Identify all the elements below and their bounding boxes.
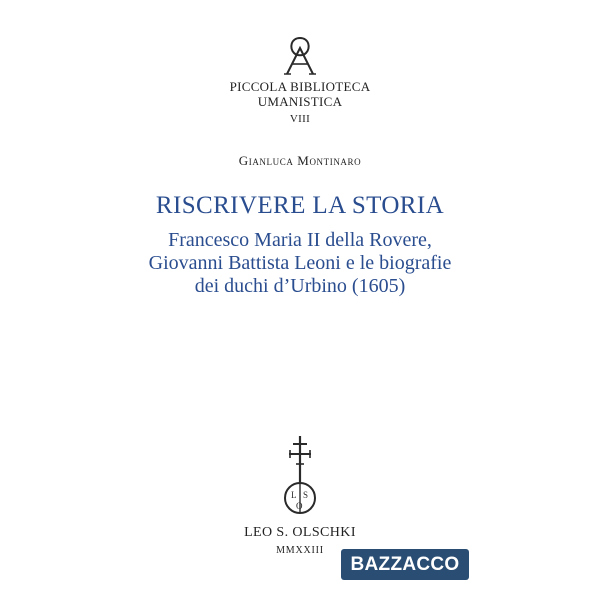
seal-letter-s: S — [303, 490, 309, 500]
subtitle-line-1: Francesco Maria II della Rovere, — [168, 229, 432, 251]
author-name: Gianluca Montinaro — [238, 153, 362, 168]
seal-letter-o: O — [296, 501, 303, 511]
publisher-seal-icon — [278, 434, 322, 520]
subtitle-line-2: Giovanni Battista Leoni e le biografie — [148, 252, 452, 274]
series-line-1: PICCOLA BIBLIOTECA — [229, 79, 371, 94]
series-volume: VIII — [289, 113, 311, 125]
publisher-name: LEO S. OLSCHKI — [244, 525, 356, 540]
book-subtitle — [0, 229, 600, 298]
book-title: RISCRIVERE LA STORIA — [155, 192, 445, 219]
bazzacco-badge: BAZZACCO — [341, 549, 469, 580]
series-line-2: UMANISTICA — [257, 94, 343, 109]
series-name — [0, 79, 600, 127]
publication-year: MMXXIII — [276, 545, 324, 556]
seal-letter-l: L — [291, 490, 297, 500]
subtitle-line-3: dei duchi d’Urbino (1605) — [194, 275, 406, 297]
series-logo-icon — [278, 34, 322, 78]
